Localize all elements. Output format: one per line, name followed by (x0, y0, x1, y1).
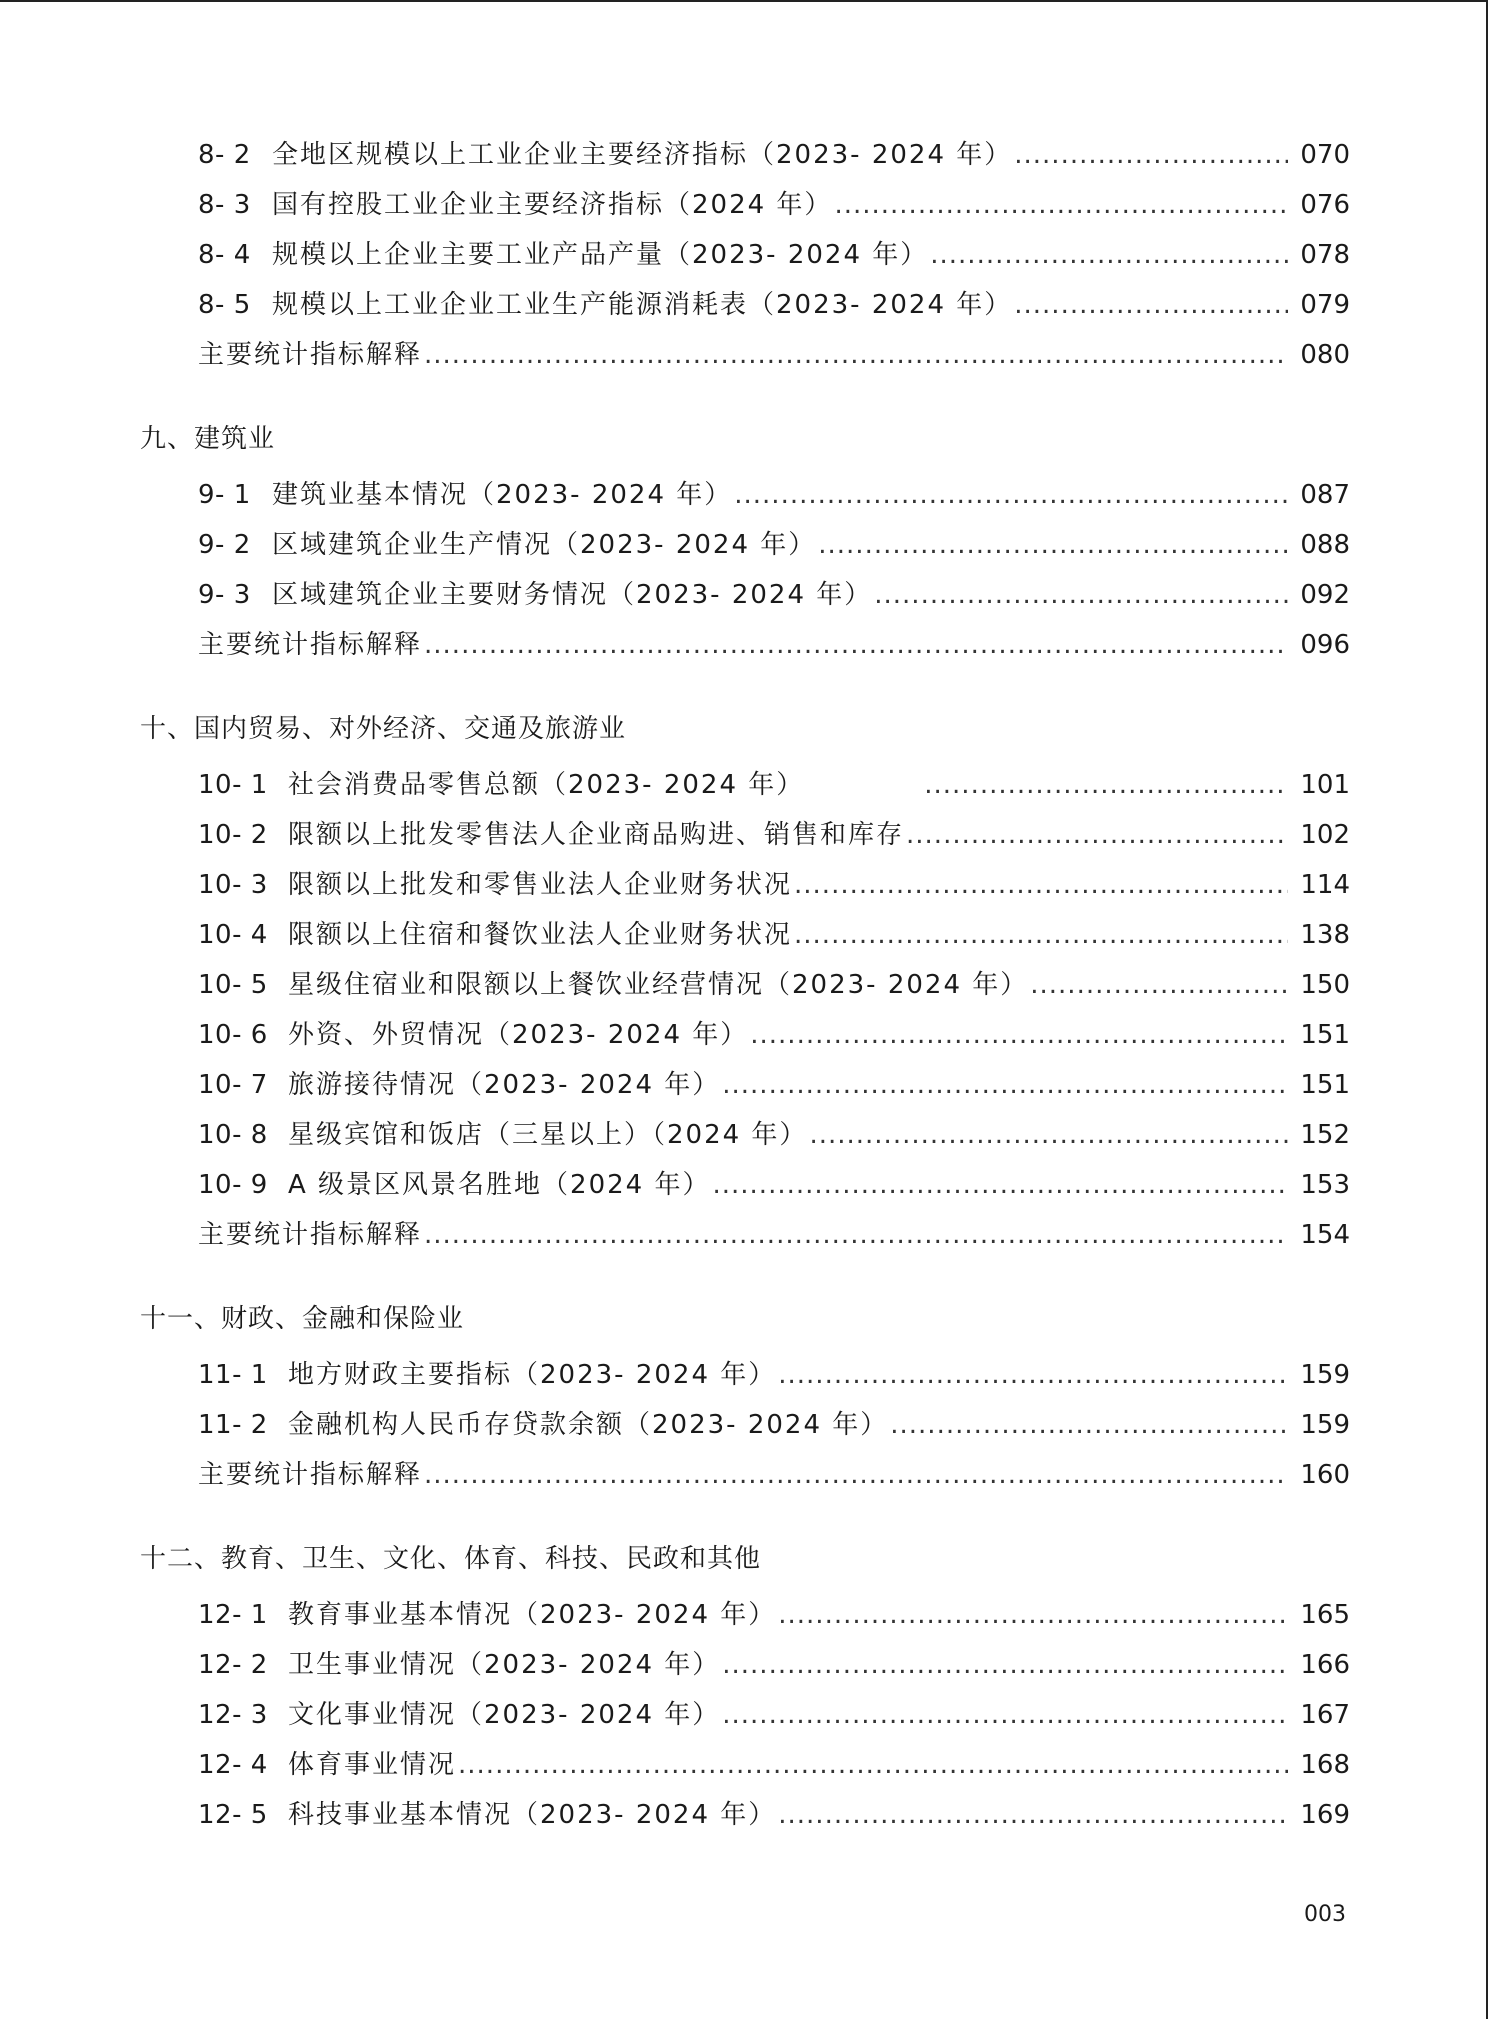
toc-entry[interactable] (140, 230, 1350, 280)
entry-title: 星级宾馆和饭店（三星以上）（2024 年） (288, 1120, 808, 1150)
entry-title: A 级景区风景名胜地（2024 年） (288, 1170, 711, 1200)
toc-entry[interactable] (140, 620, 1350, 670)
entry-page-number: 165 (1300, 1600, 1350, 1630)
toc-entry[interactable] (140, 330, 1350, 380)
section-heading[interactable]: 十、国内贸易、对外经济、交通及旅游业 (140, 714, 627, 744)
dot-leader (794, 860, 1288, 910)
toc-entry[interactable] (140, 180, 1350, 230)
entry-number: 10- 7 (198, 1070, 268, 1100)
entry-title: 区域建筑企业生产情况（2023- 2024 年） (272, 530, 817, 560)
toc-section-industry-continued (140, 130, 1350, 380)
entry-number: 12- 2 (198, 1650, 268, 1680)
entry-number: 11- 1 (198, 1360, 268, 1390)
table-of-contents (140, 130, 1350, 1840)
dot-leader (424, 330, 1288, 380)
entry-page-number: 169 (1300, 1800, 1350, 1830)
entry-number: 9- 3 (198, 580, 251, 610)
toc-entry[interactable] (140, 1350, 1350, 1400)
entry-page-number: 150 (1300, 970, 1350, 1000)
entry-page-number: 079 (1300, 290, 1350, 320)
dot-leader (424, 1210, 1288, 1260)
entry-number: 12- 4 (198, 1750, 268, 1780)
entry-page-number: 159 (1300, 1360, 1350, 1390)
entry-title: 限额以上住宿和餐饮业法人企业财务状况 (288, 920, 793, 950)
entry-page-number: 101 (1300, 770, 1350, 800)
dot-leader (722, 1690, 1288, 1740)
entry-page-number: 087 (1300, 480, 1350, 510)
entry-title: 卫生事业情况（2023- 2024 年） (288, 1650, 721, 1680)
entry-page-number: 151 (1300, 1020, 1350, 1050)
dot-leader (1014, 280, 1288, 330)
entry-page-number: 080 (1300, 340, 1350, 370)
entry-number: 8- 2 (198, 140, 251, 170)
entry-title: 限额以上批发零售法人企业商品购进、销售和库存 (288, 820, 905, 850)
dot-leader (890, 1400, 1288, 1450)
dot-leader (778, 1790, 1288, 1840)
entry-number: 8- 3 (198, 190, 251, 220)
entry-title: 体育事业情况 (288, 1750, 457, 1780)
entry-number: 10- 4 (198, 920, 268, 950)
dot-leader (722, 1060, 1288, 1110)
toc-entry[interactable] (140, 570, 1350, 620)
entry-page-number: 166 (1300, 1650, 1350, 1680)
entry-title: 国有控股工业企业主要经济指标（2024 年） (272, 190, 833, 220)
entry-page-number: 151 (1300, 1070, 1350, 1100)
toc-entry[interactable] (140, 1210, 1350, 1260)
toc-entry[interactable] (140, 1010, 1350, 1060)
dot-leader (750, 1010, 1288, 1060)
entry-number: 8- 4 (198, 240, 251, 270)
entry-page-number: 088 (1300, 530, 1350, 560)
entry-number: 10- 6 (198, 1020, 268, 1050)
dot-leader (930, 230, 1288, 280)
toc-entry[interactable] (140, 1740, 1350, 1790)
dot-leader (778, 1590, 1288, 1640)
entry-title: 规模以上企业主要工业产品产量（2023- 2024 年） (272, 240, 929, 270)
toc-entry[interactable] (140, 1590, 1350, 1640)
dot-leader (924, 760, 1288, 810)
entry-title: 文化事业情况（2023- 2024 年） (288, 1700, 721, 1730)
entry-title: 教育事业基本情况（2023- 2024 年） (288, 1600, 777, 1630)
entry-number: 10- 9 (198, 1170, 268, 1200)
entry-page-number: 154 (1300, 1220, 1350, 1250)
entry-number: 12- 3 (198, 1700, 268, 1730)
entry-number: 12- 5 (198, 1800, 268, 1830)
dot-leader (722, 1640, 1288, 1690)
entry-title: 建筑业基本情况（2023- 2024 年） (272, 480, 733, 510)
toc-entry[interactable] (140, 960, 1350, 1010)
toc-entry[interactable] (140, 810, 1350, 860)
toc-entry[interactable] (140, 1400, 1350, 1450)
toc-entry[interactable] (140, 280, 1350, 330)
entry-page-number: 153 (1300, 1170, 1350, 1200)
toc-entry[interactable] (140, 1690, 1350, 1740)
entry-page-number: 092 (1300, 580, 1350, 610)
dot-leader (809, 1110, 1288, 1160)
section-heading[interactable]: 十一、财政、金融和保险业 (140, 1304, 465, 1334)
dot-leader (424, 1450, 1288, 1500)
entry-title: 主要统计指标解释 (198, 1220, 423, 1250)
entry-title: 金融机构人民币存贷款余额（2023- 2024 年） (288, 1410, 889, 1440)
entry-title: 规模以上工业企业工业生产能源消耗表（2023- 2024 年） (272, 290, 1013, 320)
dot-leader (906, 810, 1288, 860)
dot-leader (818, 520, 1288, 570)
toc-entry[interactable] (140, 1640, 1350, 1690)
entry-title: 主要统计指标解释 (198, 1460, 423, 1490)
entry-number: 8- 5 (198, 290, 251, 320)
entry-title: 旅游接待情况（2023- 2024 年） (288, 1070, 721, 1100)
dot-leader (794, 910, 1288, 960)
entry-page-number: 168 (1300, 1750, 1350, 1780)
entry-page-number: 078 (1300, 240, 1350, 270)
toc-entry[interactable] (140, 860, 1350, 910)
dot-leader (1030, 960, 1288, 1010)
toc-entry[interactable] (140, 1450, 1350, 1500)
entry-number: 10- 2 (198, 820, 268, 850)
dot-leader (874, 570, 1288, 620)
toc-entry[interactable] (140, 470, 1350, 520)
toc-section-finance (140, 1294, 1350, 1500)
entry-page-number: 167 (1300, 1700, 1350, 1730)
entry-title: 主要统计指标解释 (198, 630, 423, 660)
toc-entry[interactable] (140, 910, 1350, 960)
entry-title: 主要统计指标解释 (198, 340, 423, 370)
toc-section-construction (140, 414, 1350, 670)
entry-page-number: 114 (1300, 870, 1350, 900)
entry-title: 科技事业基本情况（2023- 2024 年） (288, 1800, 777, 1830)
toc-section-education-health (140, 1534, 1350, 1840)
entry-number: 9- 1 (198, 480, 251, 510)
entry-title: 全地区规模以上工业企业主要经济指标（2023- 2024 年） (272, 140, 1013, 170)
dot-leader (424, 620, 1288, 670)
section-heading[interactable]: 九、建筑业 (140, 424, 276, 454)
toc-entry[interactable] (140, 760, 1350, 810)
entry-page-number: 076 (1300, 190, 1350, 220)
toc-section-trade-tourism (140, 704, 1350, 1260)
entry-number: 12- 1 (198, 1600, 268, 1630)
dot-leader (458, 1740, 1288, 1790)
entry-page-number: 096 (1300, 630, 1350, 660)
dot-leader (1014, 130, 1288, 180)
entry-page-number: 152 (1300, 1120, 1350, 1150)
entry-page-number: 070 (1300, 140, 1350, 170)
entry-number: 10- 8 (198, 1120, 268, 1150)
dot-leader (834, 180, 1288, 230)
dot-leader (734, 470, 1288, 520)
entry-title: 社会消费品零售总额（2023- 2024 年） (288, 770, 805, 800)
dot-leader (778, 1350, 1288, 1400)
entry-title: 区域建筑企业主要财务情况（2023- 2024 年） (272, 580, 873, 610)
entry-title: 星级住宿业和限额以上餐饮业经营情况（2023- 2024 年） (288, 970, 1029, 1000)
toc-entry[interactable] (140, 1160, 1350, 1210)
entry-title: 外资、外贸情况（2023- 2024 年） (288, 1020, 749, 1050)
toc-entry[interactable] (140, 1060, 1350, 1110)
section-heading[interactable]: 十二、教育、卫生、文化、体育、科技、民政和其他 (140, 1544, 762, 1574)
dot-leader (712, 1160, 1288, 1210)
page-number: 003 (1304, 1902, 1346, 1927)
toc-entry[interactable] (140, 1110, 1350, 1160)
toc-entry[interactable] (140, 520, 1350, 570)
entry-page-number: 159 (1300, 1410, 1350, 1440)
entry-page-number: 138 (1300, 920, 1350, 950)
toc-entry[interactable] (140, 1790, 1350, 1840)
entry-number: 10- 1 (198, 770, 268, 800)
toc-entry[interactable] (140, 130, 1350, 180)
entry-page-number: 102 (1300, 820, 1350, 850)
entry-page-number: 160 (1300, 1460, 1350, 1490)
entry-title: 限额以上批发和零售业法人企业财务状况 (288, 870, 793, 900)
entry-number: 9- 2 (198, 530, 251, 560)
entry-number: 11- 2 (198, 1410, 268, 1440)
entry-title: 地方财政主要指标（2023- 2024 年） (288, 1360, 777, 1390)
entry-number: 10- 3 (198, 870, 268, 900)
entry-number: 10- 5 (198, 970, 268, 1000)
